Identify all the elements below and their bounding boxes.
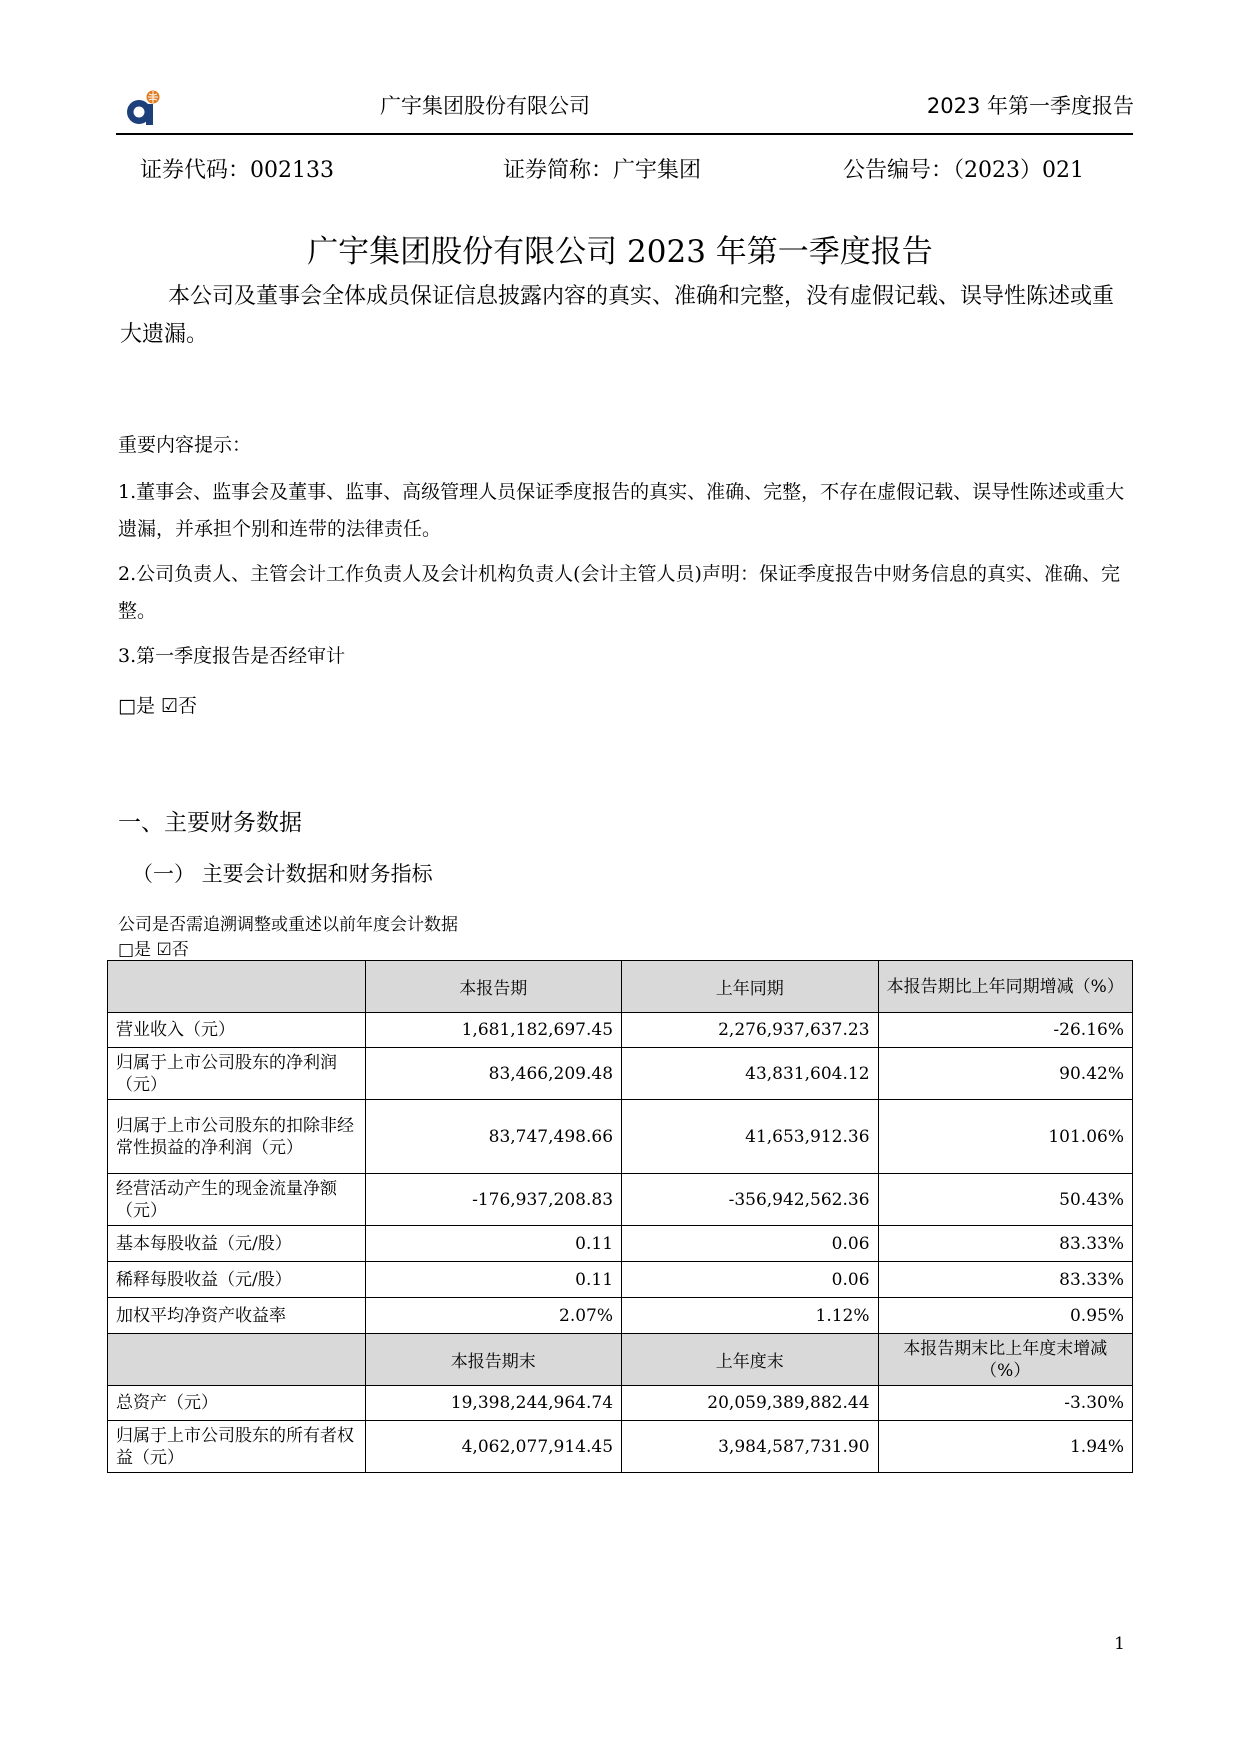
cell-value: 101.06% — [878, 1100, 1132, 1174]
cell-value: 83.33% — [878, 1226, 1132, 1262]
cell-value: 83,747,498.66 — [365, 1100, 622, 1174]
cell-value: 3,984,587,731.90 — [622, 1421, 879, 1473]
cell-value: 1.12% — [622, 1298, 879, 1334]
row-label: 稀释每股收益（元/股） — [108, 1262, 366, 1298]
cell-value: 19,398,244,964.74 — [365, 1386, 622, 1421]
cell-value: 83.33% — [878, 1262, 1132, 1298]
table-row — [108, 1174, 1133, 1226]
cell-value: 20,059,389,882.44 — [622, 1386, 879, 1421]
cell-value: 0.95% — [878, 1298, 1132, 1334]
table-header-cell: 上年同期 — [622, 961, 879, 1013]
cell-value: 0.11 — [365, 1262, 622, 1298]
header-company: 广宇集团股份有限公司 — [380, 94, 590, 118]
cell-value: 83,466,209.48 — [365, 1048, 622, 1100]
row-label: 加权平均净资产收益率 — [108, 1298, 366, 1334]
row-label: 归属于上市公司股东的扣除非经常性损益的净利润（元） — [108, 1100, 366, 1174]
notice-item-2: 2.公司负责人、主管会计工作负责人及会计机构负责人(会计主管人员)声明：保证季度报告中财务信息的真实、准确、完整。 — [118, 563, 1120, 622]
audit-answer: □是 ☑否 — [118, 695, 198, 717]
table-header-cell: 本报告期末 — [365, 1334, 622, 1386]
company-logo-icon — [122, 88, 162, 128]
table-header-cell: 本报告期末比上年度末增减（%） — [878, 1334, 1132, 1386]
row-label: 经营活动产生的现金流量净额（元） — [108, 1174, 366, 1226]
stock-code: 证券代码：002133 — [140, 158, 334, 183]
announcement-number: 公告编号：（2023）021 — [843, 158, 1084, 183]
restate-question: 公司是否需追溯调整或重述以前年度会计数据 — [118, 915, 458, 935]
restate-answer: □是 ☑否 — [118, 940, 189, 960]
page-number: 1 — [1114, 1634, 1125, 1654]
cell-value: 90.42% — [878, 1048, 1132, 1100]
cell-value: 1.94% — [878, 1421, 1132, 1473]
header-report-title: 2023 年第一季度报告 — [926, 94, 1134, 118]
table-row — [108, 1421, 1133, 1473]
cell-value: -356,942,562.36 — [622, 1174, 879, 1226]
row-label: 基本每股收益（元/股） — [108, 1226, 366, 1262]
cell-value: 41,653,912.36 — [622, 1100, 879, 1174]
table-header-cell: 上年度末 — [622, 1334, 879, 1386]
cell-value: 2.07% — [365, 1298, 622, 1334]
table-row — [108, 1262, 1133, 1298]
cell-value: -26.16% — [878, 1013, 1132, 1048]
cell-value: 4,062,077,914.45 — [365, 1421, 622, 1473]
table-row — [108, 1298, 1133, 1334]
cell-value: 0.06 — [622, 1226, 879, 1262]
table-row — [108, 1386, 1133, 1421]
section-heading-1: 一、主要财务数据 — [118, 810, 302, 836]
table-row — [108, 1013, 1133, 1048]
table-header-cell — [108, 961, 366, 1013]
notices-heading: 重要内容提示： — [118, 434, 252, 456]
table-header-cell: 本报告期 — [365, 961, 622, 1013]
intro-statement: 本公司及董事会全体成员保证信息披露内容的真实、准确和完整，没有虚假记载、误导性陈述或重大遗漏。 — [120, 284, 1115, 347]
table-header-row — [108, 961, 1133, 1013]
table-header-cell: 本报告期比上年同期增减（%） — [878, 961, 1132, 1013]
table-row — [108, 1226, 1133, 1262]
row-label: 归属于上市公司股东的所有者权益（元） — [108, 1421, 366, 1473]
cell-value: 50.43% — [878, 1174, 1132, 1226]
cell-value: -3.30% — [878, 1386, 1132, 1421]
cell-value: 2,276,937,637.23 — [622, 1013, 879, 1048]
document-title: 广宇集团股份有限公司 2023 年第一季度报告 — [307, 234, 933, 270]
cell-value: 0.06 — [622, 1262, 879, 1298]
notice-item-3: 3.第一季度报告是否经审计 — [118, 645, 346, 667]
financial-data-table — [107, 960, 1133, 1473]
row-label: 总资产（元） — [108, 1386, 366, 1421]
notice-item-1: 1.董事会、监事会及董事、监事、高级管理人员保证季度报告的真实、准确、完整，不存在虚假记载、误导性陈述或重大遗漏，并承担个别和连带的法律责任。 — [118, 481, 1125, 540]
cell-value: -176,937,208.83 — [365, 1174, 622, 1226]
row-label: 营业收入（元） — [108, 1013, 366, 1048]
cell-value: 0.11 — [365, 1226, 622, 1262]
table-header-row — [108, 1334, 1133, 1386]
row-label: 归属于上市公司股东的净利润（元） — [108, 1048, 366, 1100]
section-heading-1-1: （一） 主要会计数据和财务指标 — [132, 862, 433, 886]
cell-value: 43,831,604.12 — [622, 1048, 879, 1100]
stock-short-name: 证券简称：广宇集团 — [503, 158, 702, 183]
cell-value: 1,681,182,697.45 — [365, 1013, 622, 1048]
header-divider — [116, 133, 1133, 135]
table-header-cell — [108, 1334, 366, 1386]
table-row — [108, 1100, 1133, 1174]
table-row — [108, 1048, 1133, 1100]
